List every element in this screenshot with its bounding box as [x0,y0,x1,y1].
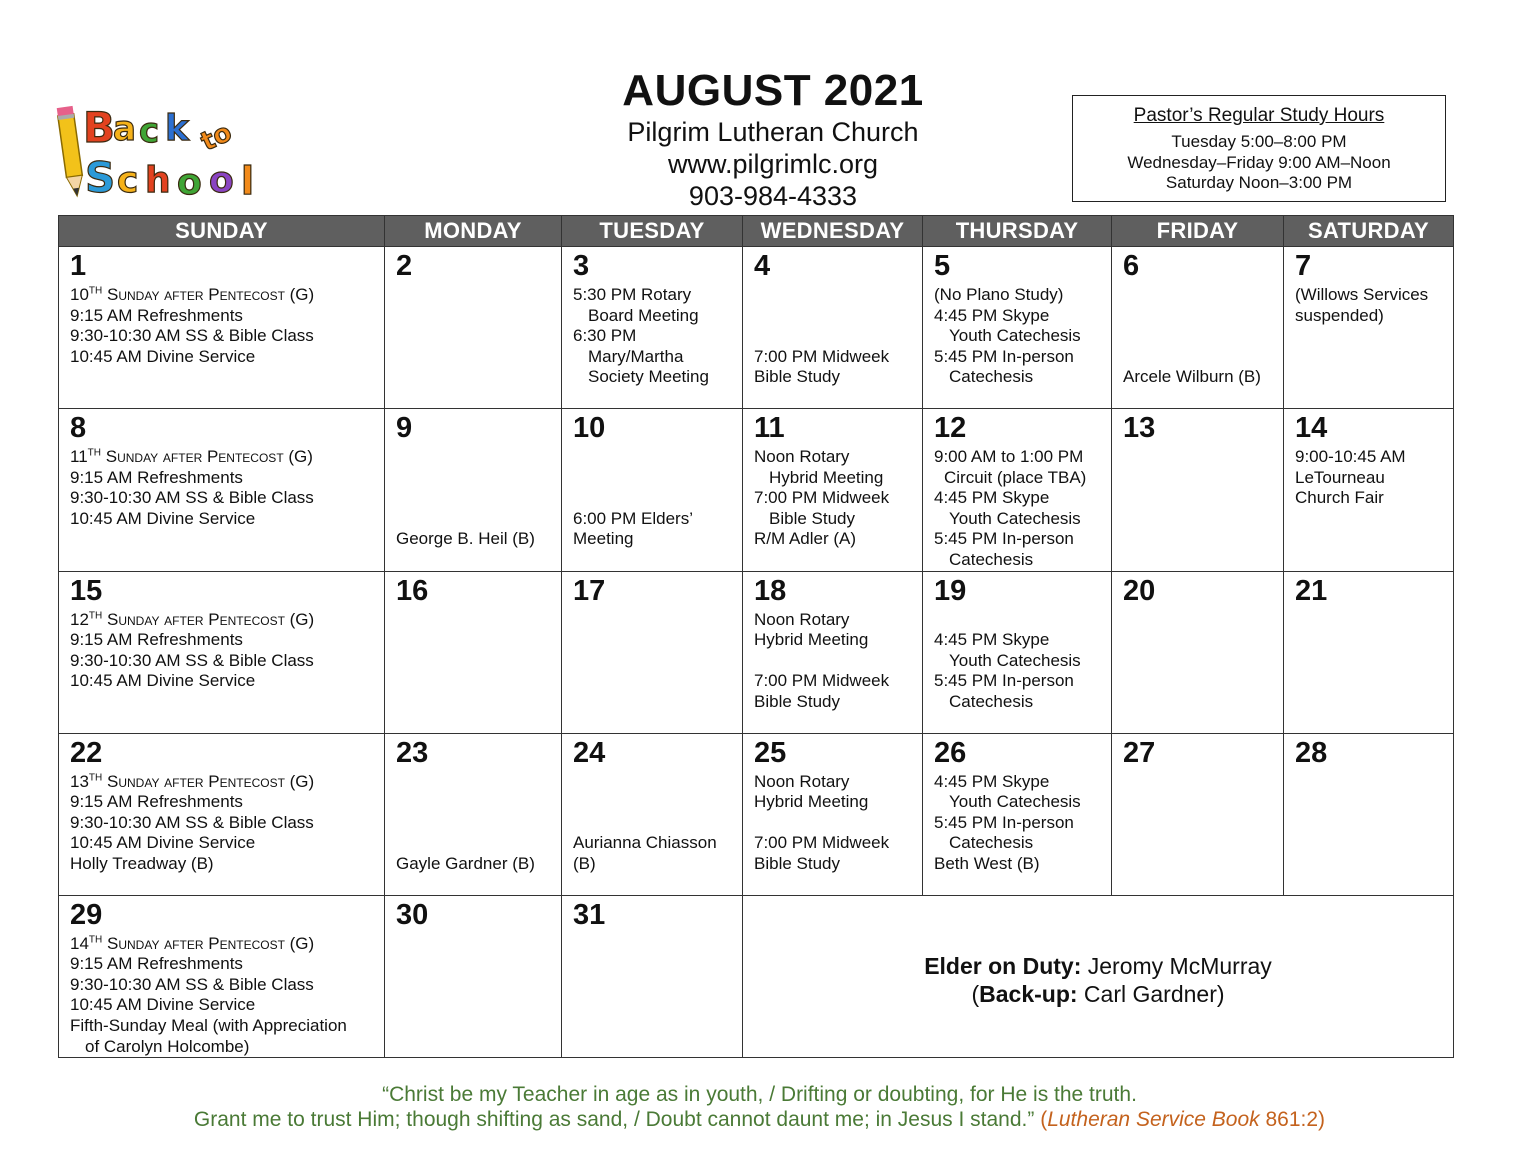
event-line [754,285,912,306]
event-line [396,509,551,530]
day-number: 7 [1295,250,1312,282]
event-line [573,447,732,468]
event-line [396,813,551,834]
day-cell[interactable] [562,733,743,895]
day-cell-content [562,734,742,875]
sunday-label: Sunday after Pentecost (G) [107,609,315,629]
event-line [754,651,912,672]
day-cell-content [59,734,384,875]
month-title: AUGUST 2021 [622,66,924,115]
sunday-label: Sunday after Pentecost (G) [107,933,315,953]
event-line: of Carolyn Holcombe) [85,1036,250,1056]
ordinal-suffix: TH [88,609,103,621]
day-cell[interactable] [743,733,923,895]
event-line: 6:30 PM [573,326,637,346]
event-line: Bible Study [769,508,855,528]
day-cell[interactable] [59,409,385,572]
event-line: 6:00 PM Elders’ [573,508,693,528]
day-cell[interactable] [1112,247,1284,409]
event-line: Youth Catechesis [949,508,1081,528]
event-line [573,772,732,793]
event-line: Catechesis [949,691,1034,711]
day-cell-content [1284,409,1453,509]
svg-text:o: o [177,162,202,203]
weekday-header: FRIDAY [1112,216,1284,247]
event-line [396,447,551,468]
day-number: 25 [754,736,787,769]
event-line: Beth West (B) [934,853,1040,873]
day-cell-content [1112,247,1283,388]
day-cell[interactable] [385,409,562,572]
event-line [1123,306,1273,327]
day-number: 11 [754,412,785,444]
event-line: Bible Study [754,853,840,873]
event-line [1123,347,1273,368]
day-number: 27 [1123,736,1156,769]
day-number: 4 [754,250,771,282]
event-line [1123,326,1273,347]
day-cell-content [1284,247,1453,326]
day-number: 23 [396,736,429,769]
day-cell-content [59,409,384,529]
elder-on-duty [743,896,1453,1008]
event-line: Bible Study [754,367,840,387]
event-line [934,610,1101,631]
svg-text:B: B [83,103,116,152]
study-hours-box [1072,95,1446,202]
day-cell-content [1284,734,1453,769]
svg-text:c: c [117,160,139,201]
event-line: (B) [573,853,596,873]
event-line [754,326,912,347]
day-cell[interactable] [59,247,385,409]
event-line: 9:15 AM Refreshments [70,630,243,650]
event-line: 9:15 AM Refreshments [70,305,243,325]
backup-open: ( [971,980,980,1007]
weekday-header: MONDAY [385,216,562,247]
event-line: 9:30-10:30 AM SS & Bible Class [70,650,314,670]
sunday-ordinal: 11 [70,447,88,466]
day-number: 6 [1123,250,1140,282]
day-cell-content [562,409,742,550]
day-cell[interactable] [385,733,562,895]
day-number: 5 [934,250,951,282]
event-line: 7:00 PM Midweek [754,346,890,366]
hymn-quote [0,1082,1519,1132]
event-line [1123,285,1273,306]
day-number: 2 [396,250,413,282]
day-cell[interactable] [923,571,1112,733]
week-row [59,571,1454,733]
phone-number: 903-984-4333 [688,181,858,211]
day-number: 10 [573,412,606,444]
event-line: Noon Rotary [754,447,850,466]
sunday-ordinal: 13 [70,771,89,791]
sunday-label: Sunday after Pentecost (G) [107,285,315,304]
event-line: Church Fair [1295,488,1384,508]
day-cell[interactable] [1284,409,1454,572]
day-cell[interactable] [59,733,385,895]
quote-citation [1040,1108,1325,1131]
day-cell-content [923,409,1111,571]
event-line: 4:45 PM Skype [934,630,1050,650]
event-line [396,488,551,509]
svg-text:o: o [209,160,234,201]
day-number: 8 [70,412,87,444]
backup-label: Back-up: [979,980,1078,1007]
day-cell[interactable] [1112,409,1284,572]
day-cell-content [1112,572,1283,607]
day-cell-content [743,247,922,388]
day-cell-content [385,247,561,282]
day-cell[interactable] [59,571,385,733]
backup-name: Carl Gardner) [1083,980,1225,1007]
event-line: George B. Heil (B) [396,529,535,549]
event-line [573,792,732,813]
event-line: 9:30-10:30 AM SS & Bible Class [70,974,314,994]
day-cell-content [1112,734,1283,769]
day-number: 9 [396,412,413,444]
website-link[interactable]: www.pilgrimlc.org [667,149,879,179]
calendar-header [560,66,986,212]
day-cell-content [743,572,922,713]
event-line: 4:45 PM Skype [934,305,1050,325]
event-line: 10:45 AM Divine Service [70,995,256,1015]
day-cell[interactable] [562,409,743,572]
study-hours-title: Pastor’s Regular Study Hours [1133,105,1385,126]
event-line: 5:45 PM In-person [934,812,1074,832]
sunday-ordinal: 14 [70,933,89,953]
study-hours-line: Tuesday 5:00–8:00 PM [1171,132,1347,151]
day-cell-content [923,734,1111,875]
day-cell-content [923,572,1111,713]
event-line [396,792,551,813]
day-number: 17 [573,574,606,607]
svg-text:to: to [196,117,237,158]
event-line: Catechesis [949,549,1034,569]
event-line: Bible Study [754,691,840,711]
svg-text:c: c [139,111,160,151]
event-line: 9:30-10:30 AM SS & Bible Class [70,812,314,832]
ordinal-suffix: TH [88,285,103,297]
back-to-school-icon [55,92,285,204]
event-line [396,468,551,489]
sunday-liturgical-label [70,610,374,631]
event-line: LeTourneau [1295,467,1385,487]
event-line: Fifth-Sunday Meal (with Appreciation [70,1015,347,1035]
weekday-header: WEDNESDAY [743,216,923,247]
quote-line-1: “Christ be my Teacher in age as in youth, / Drifting or doubting, for He is the truth. [382,1083,1137,1106]
event-line: (No Plano Study) [934,285,1064,304]
event-line: (Willows Services [1295,285,1429,304]
weekday-header: SUNDAY [59,216,385,247]
day-cell[interactable] [385,895,562,1058]
event-line: Gayle Gardner (B) [396,853,535,873]
event-line: 5:45 PM In-person [934,346,1074,366]
back-to-school-logo [55,92,285,204]
event-line: 7:00 PM Midweek [754,671,890,691]
day-cell-content [562,247,742,388]
day-cell-content [59,572,384,692]
event-line [573,813,732,834]
day-cell-content [743,409,922,550]
sunday-liturgical-label [70,447,374,468]
svg-text:l: l [241,159,255,203]
event-line: 10:45 AM Divine Service [70,833,256,853]
event-line: Aurianna Chiasson [573,833,717,853]
day-cell[interactable] [743,247,923,409]
event-line: 4:45 PM Skype [934,771,1050,791]
event-line: 9:30-10:30 AM SS & Bible Class [70,488,314,508]
weekday-header: TUESDAY [562,216,743,247]
week-row [59,409,1454,572]
day-number: 13 [1123,412,1156,444]
svg-text:S: S [85,153,116,202]
quote-line-2-text: Grant me to trust Him; though shifting as sand, / Doubt cannot daunt me; in Jesus I stand.” [193,1108,1035,1131]
quote-line-2 [0,1107,1519,1132]
day-cell[interactable] [923,247,1112,409]
event-line: 5:45 PM In-person [934,529,1074,549]
day-number: 30 [396,898,429,931]
event-line: Hybrid Meeting [754,792,869,812]
day-cell-content [385,572,561,607]
day-cell-content [59,247,384,367]
citation-ref: 861:2) [1259,1108,1326,1131]
day-number: 18 [754,574,787,607]
day-number: 19 [934,574,967,607]
event-line: Catechesis [949,833,1034,853]
ordinal-suffix: TH [88,933,103,945]
event-line: Society Meeting [588,367,709,387]
day-cell[interactable] [923,409,1112,572]
day-cell[interactable] [1284,571,1454,733]
event-line: Arcele Wilburn (B) [1123,367,1261,387]
event-line: Meeting [573,529,634,549]
event-line: Mary/Martha [588,346,684,366]
svg-text:a: a [113,109,136,149]
citation-open: ( [1040,1108,1048,1131]
event-line [573,488,732,509]
event-line: Hybrid Meeting [754,630,869,650]
event-line: 7:00 PM Midweek [754,488,890,508]
event-line: 9:30-10:30 AM SS & Bible Class [70,326,314,346]
event-line: 10:45 AM Divine Service [70,671,256,691]
event-line [396,833,551,854]
event-line: 10:45 AM Divine Service [70,346,256,366]
event-line [396,772,551,793]
event-line: 9:00-10:45 AM [1295,447,1406,466]
event-line: 7:00 PM Midweek [754,833,890,853]
day-cell[interactable] [1112,733,1284,895]
event-line: 5:30 PM Rotary [573,285,692,304]
event-line: 10:45 AM Divine Service [70,508,256,528]
day-number: 31 [573,898,606,931]
day-cell-content [923,247,1111,388]
day-cell[interactable] [1284,733,1454,895]
day-cell-content [385,409,561,550]
event-line [573,468,732,489]
event-line: 5:45 PM In-person [934,671,1074,691]
day-cell-content [562,572,742,607]
day-cell[interactable] [59,895,385,1058]
day-cell[interactable] [923,733,1112,895]
event-line: 9:15 AM Refreshments [70,467,243,487]
day-cell[interactable] [385,571,562,733]
event-line: Hybrid Meeting [769,467,884,487]
day-cell-content [743,734,922,875]
day-cell[interactable] [562,247,743,409]
elder-name: Jeromy McMurray [1087,952,1272,979]
event-line: Board Meeting [588,305,699,325]
day-number: 20 [1123,574,1156,607]
event-line: R/M Adler (A) [754,529,857,549]
event-line: Youth Catechesis [949,326,1081,346]
event-line: 9:15 AM Refreshments [70,792,243,812]
day-number: 21 [1295,574,1328,607]
event-line [754,306,912,327]
day-number: 22 [70,736,103,769]
sunday-label: Sunday after Pentecost (G) [105,447,313,466]
day-number: 12 [934,412,967,444]
church-name: Pilgrim Lutheran Church [627,117,919,147]
day-cell[interactable] [743,571,923,733]
day-cell[interactable] [562,571,743,733]
day-cell-content [1112,409,1283,444]
sunday-liturgical-label [70,772,374,793]
citation-book: Lutheran Service Book [1047,1108,1260,1131]
event-line: 9:00 AM to 1:00 PM [934,447,1084,466]
event-line: Noon Rotary [754,609,850,629]
day-number: 3 [573,250,590,282]
event-line: suspended) [1295,305,1384,325]
event-line: 4:45 PM Skype [934,488,1050,508]
day-number: 26 [934,736,967,769]
svg-text:k: k [165,108,189,149]
weekday-header-row [59,216,1454,247]
day-cell[interactable] [385,247,562,409]
day-cell[interactable] [743,409,923,572]
event-line: Catechesis [949,367,1034,387]
day-cell-content [1284,572,1453,607]
sunday-liturgical-label [70,934,374,955]
week-row [59,733,1454,895]
event-line: Noon Rotary [754,771,850,791]
week-row [59,895,1454,1058]
day-number: 1 [70,250,87,282]
svg-text:h: h [145,160,171,201]
sunday-ordinal: 12 [70,609,89,629]
ordinal-suffix: TH [87,447,101,459]
day-cell[interactable] [1112,571,1284,733]
day-cell-content [385,734,561,875]
study-hours-line: Saturday Noon–3:00 PM [1165,173,1353,192]
sunday-label: Sunday after Pentecost (G) [107,771,315,791]
event-line: Circuit (place TBA) [944,467,1087,487]
weekday-header: THURSDAY [923,216,1112,247]
ordinal-suffix: TH [88,771,103,783]
study-hours-line: Wednesday–Friday 9:00 AM–Noon [1127,152,1391,172]
day-number: 28 [1295,736,1328,769]
event-line: Youth Catechesis [949,650,1081,670]
day-number: 24 [573,736,606,769]
day-cell[interactable] [1284,247,1454,409]
day-number: 29 [70,898,103,931]
event-line: Holly Treadway (B) [70,853,214,873]
day-cell[interactable] [562,895,743,1058]
day-number: 14 [1295,412,1328,444]
sunday-ordinal: 10 [70,285,89,304]
calendar-grid [58,215,1454,1058]
day-number: 16 [396,574,429,607]
week-row [59,247,1454,409]
day-number: 15 [70,574,103,607]
event-line [754,813,912,834]
elder-label: Elder on Duty: [924,952,1082,979]
event-line: Youth Catechesis [949,792,1081,812]
sunday-liturgical-label [70,285,374,306]
elder-on-duty-cell [743,895,1454,1058]
event-line: 9:15 AM Refreshments [70,954,243,974]
weekday-header: SATURDAY [1284,216,1454,247]
